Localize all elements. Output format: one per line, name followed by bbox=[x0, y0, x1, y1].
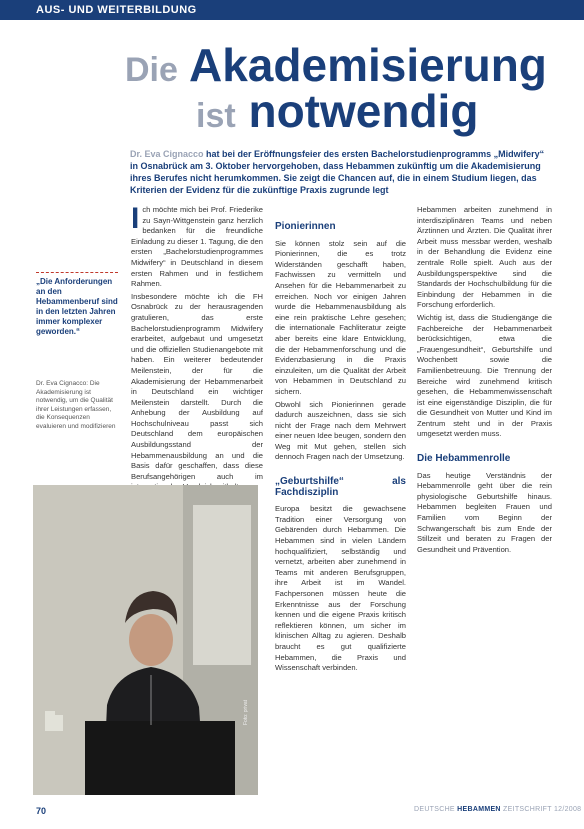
article-title-line2 bbox=[0, 85, 584, 139]
section-bar bbox=[0, 0, 584, 20]
footer-brand: HEBAMMEN bbox=[457, 806, 501, 813]
paragraph: Obwohl sich Pionierinnen gerade dadurch auszeichnen, dass sie sich nicht der Frage nach dem Mehrwert einer neuen Idee beugen, sondern den Weg mit Mut gehen, stellen sich dennoch Fragen nach der Umsetzung. bbox=[275, 399, 406, 462]
intro-text: hat bei der Eröffnungsfeier des ersten Bachelorstudienprogramms „Midwifery“ in Osnabrück am 3. Oktober hervorgehoben, dass Hebammen zukünftig um die Akademisierung ihres Berufes nicht herumkommen. Sie zeigt die Chancen auf, die in einem Studium liegen, das Kriterien der Evidenz für die zukünftige Praxis zugrunde legt bbox=[130, 149, 545, 195]
article-column-1 bbox=[131, 202, 263, 495]
speaker-photo bbox=[33, 485, 258, 795]
paragraph: Wichtig ist, dass die Studiengänge die Fachbereiche der Hebammenarbeit berücksichtigen, etwa die „Frauengesundheit“, Geburtshilfe und Wochenbett sowie die Familienbetreuung. Die Trennung der Bereiche wird zunehmend kritisch gesehen, die Hebammenwissenschaft ist eine eigenständige Disziplin, die für die Gesundheit von Mutter und Kind im Zentrum steht und in der Praxis umgesetzt werden muss. bbox=[417, 312, 552, 439]
intro-lead bbox=[130, 148, 550, 196]
pull-quote-caption: Dr. Eva Cignacco: Die Akademisierung ist notwendig, um die Qualität ihrer Leistungen erfassen, die Konsequenzen evaluieren und modifizieren bbox=[36, 380, 116, 430]
title-big-1: Akademisierung bbox=[189, 39, 547, 91]
page-number: 70 bbox=[36, 806, 47, 816]
section-label: AUS- UND WEITERBILDUNG bbox=[36, 4, 197, 16]
footer-pre: DEUTSCHE bbox=[414, 806, 455, 813]
paragraph: Das heutige Verständnis der Hebammenrolle geht über die rein physiologische Geburtshilfe hinaus. Hebammen begleiten Frauen und Familien vom Beginn der Schwangerschaft bis zum Ende der Stillzeit und beraten zu Fragen der Gesundheit und Prävention. bbox=[417, 470, 552, 554]
paragraph: Insbesondere möchte ich die FH Osnabrück zu der herausragenden gratulieren, das erste Bachelorstudienprogramm Midwifery erarbeitet, aufgebaut und umgesetzt und die offiziellen Studienangebote mit haben. Ein weiterer bedeutender Meilenstein, der für die Akademisierung der Hebammenarbeit in Deutschland ein wichtiger Meilenstein darstellt. Durch die Anhebung der Ausbildung auf Hochschulniveau passt sich Deutschland dem europäischen Ausbildungsstand der Hebammenausbildung an und die Basis dafür geschaffen, dass diese Berufsangehörigen auch im bbox=[131, 291, 263, 481]
journal-footer bbox=[414, 806, 581, 813]
subheading-pionierinnen: Pionierinnen bbox=[275, 221, 336, 232]
footer-post: ZEITSCHRIFT 12/2008 bbox=[503, 806, 582, 813]
title-small-1: Die bbox=[125, 51, 178, 89]
paragraph: Sie können stolz sein auf die Pionierinnen, die es trotz Widerständen geschafft haben, Fachwissen zu vermitteln und Ansehen für die Hebammenarbeit zu erreichen. Noch vor einigen Jahren wurde die Hebammenausbildung als eine rein praktische Lehre gesehen; die internationale Fachliteratur zeigte aber bereits eine klare Entwicklung, die der Hebammenforschung und die Evidenzbasierung in die Praxis einzuleiten, um die Qualität der Arbeit von Hebammen in Deutschland zu sichern. bbox=[275, 238, 406, 396]
photo-credit: Foto: privat bbox=[243, 700, 249, 726]
subheading-geburtshilfe: „Geburtshilfe“ als Fachdisziplin bbox=[275, 476, 406, 498]
article-column-3 bbox=[417, 205, 552, 557]
speaker-illustration bbox=[33, 485, 258, 795]
pull-quote: „Die Anforderungen an den Hebammenberuf sind in den letzten Jahren immer komplexer geworden.“ bbox=[36, 272, 118, 337]
title-big-2: notwendig bbox=[248, 85, 479, 137]
paragraph: Hebammen arbeiten zunehmend in interdisziplinären Teams und neben Ärztinnen und Ärzten. Die Qualität ihrer Arbeit muss messbar werden, weshalb in der Behandlung die Evidenz eine zentrale Rolle spielt. Auch aus der Ausbildungsperspektive sind die Standards der Hochschulbildung für die Einbindung der Hebammen in die Forschung erforderlich. bbox=[417, 205, 552, 310]
dropcap: I bbox=[131, 202, 140, 235]
title-small-2: ist bbox=[196, 97, 236, 135]
article-column-2 bbox=[275, 222, 406, 676]
paragraph: ch möchte mich bei Prof. Friederike zu Sayn-Wittgenstein ganz herzlich bedanken für die freundliche Einladung zu dieser 1. Tagung, die den ersten „Bachelorstudienprogrammes Midwifery“ in Deutschland in diesem ersten Rahmen und in festlichem Rahmen. bbox=[131, 205, 263, 289]
intro-author: Dr. Eva Cignacco bbox=[130, 149, 204, 159]
paragraph: Europa besitzt die gewachsene Tradition einer Versorgung von Gebärenden durch Hebammen. Die Hebammen sind in vielen Ländern hochqualifiziert, selbständig und vernetzt, arbeiten aber zunehmend in Teams mit anderen Berufsgruppen, ihre Arbeit ist im Wandel. Fachpersonen müssen heute die Erkenntnisse aus der Forschung kennen und die eigene Praxis kritisch reflektieren können, um sicher im klinischen Alltag zu agieren. Deshalb braucht es gut qualifizierte Hebammen, die Praxis und Wissenschaft verbinden. bbox=[275, 504, 406, 673]
subheading-hebammenrolle: Die Hebammenrolle bbox=[417, 453, 511, 465]
